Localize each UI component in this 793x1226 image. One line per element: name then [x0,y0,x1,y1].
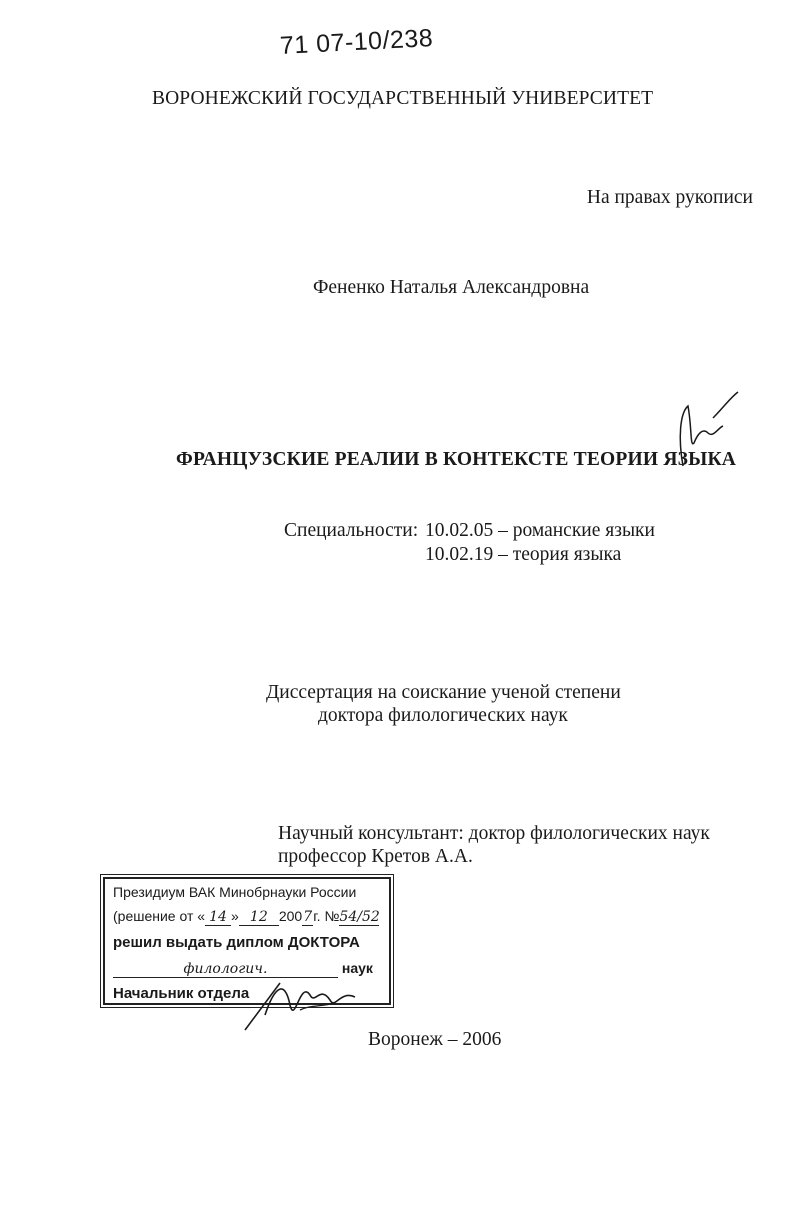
dissertation-title: ФРАНЦУЗСКИЕ РЕАЛИИ В КОНТЕКСТЕ ТЕОРИИ ЯЗЫКА [176,449,737,470]
initials-signature-icon [668,388,748,468]
stamp-year-prefix: 200 [278,908,303,924]
specialties-label: Специальности: [284,520,419,541]
stamp-month: 12 [239,909,279,926]
stamp-day: 14 [205,909,231,926]
stamp-mid: » [231,908,239,924]
stamp-award: решил выдать диплом ДОКТОРА [113,934,360,951]
stamp-number: 54/52 [339,909,380,925]
degree-line: доктора филологических наук [318,705,568,726]
stamp-decision-prefix: (решение от « [113,908,206,924]
stamp-field-suffix: наук [341,960,373,976]
stamp-header: Президиум ВАК Минобрнауки России [113,884,357,900]
stamp-field: филологич. [113,961,338,978]
specialty-item: 10.02.05 – романские языки [425,520,655,541]
consultant-line: Научный консультант: доктор филологических наук [278,823,710,844]
signature-icon [240,975,380,1035]
author-name: Фененко Наталья Александровна [313,277,590,298]
manuscript-rights: На правах рукописи [586,187,753,208]
stamp-decision-line [113,908,379,926]
archive-number: 71 07-10/238 [279,23,434,60]
degree-line: Диссертация на соискание ученой степени [266,682,621,703]
specialty-item: 10.02.19 – теория языка [425,544,622,565]
stamp-number-prefix: г. № [313,908,340,924]
stamp-head-of-department: Начальник отдела [113,985,250,1002]
consultant-line: профессор Кретов А.А. [278,846,473,867]
city-year: Воронеж – 2006 [368,1029,502,1050]
university-name: ВОРОНЕЖСКИЙ ГОСУДАРСТВЕННЫЙ УНИВЕРСИТЕТ [152,88,654,109]
stamp-year-digit: 7 [303,909,313,925]
